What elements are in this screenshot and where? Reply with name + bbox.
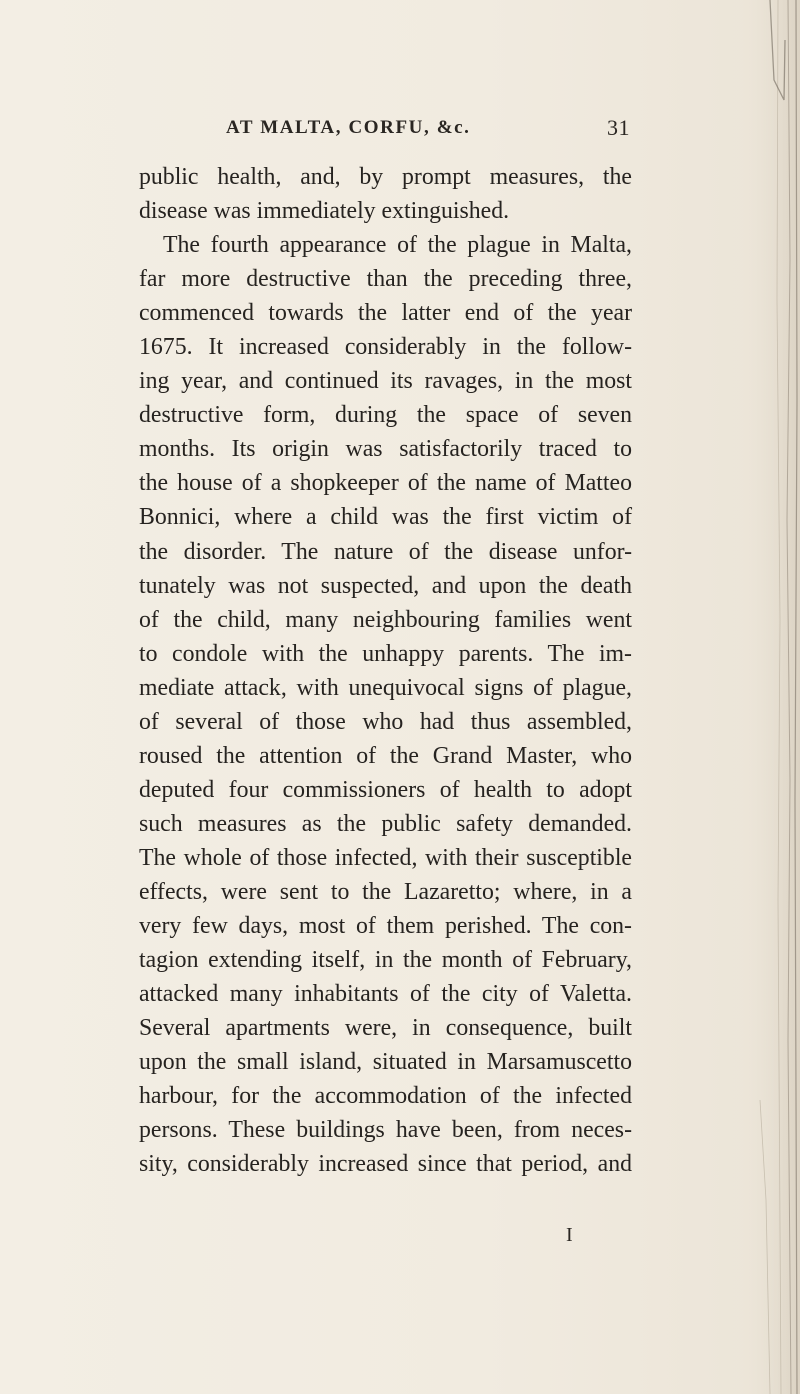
text-line: very few days, most of them perished. The con-: [139, 913, 632, 940]
running-head: AT MALTA, CORFU, &c.: [226, 117, 471, 138]
text-line: commenced towards the latter end of the year: [139, 300, 632, 327]
text-line: of the child, many neighbouring families went: [139, 606, 632, 633]
body-text: [139, 160, 632, 1181]
text-line: tunately was not suspected, and upon the death: [139, 572, 632, 599]
text-line: sity, considerably increased since that period, and: [139, 1151, 632, 1178]
text-line: public health, and, by prompt measures, the: [139, 164, 632, 190]
text-line: Bonnici, where a child was the first victim of: [139, 504, 632, 531]
page-number: 31: [607, 115, 630, 140]
text-line: far more destructive than the preceding three,: [139, 266, 632, 293]
text-line: deputed four commissioners of health to adopt: [139, 776, 632, 803]
text-line: effects, were sent to the Lazaretto; where, in a: [139, 878, 632, 905]
text-line: ing year, and continued its ravages, in the most: [139, 368, 632, 395]
text-line: persons. These buildings have been, from neces-: [139, 1117, 632, 1144]
text-line: Several apartments were, in consequence, built: [139, 1015, 632, 1042]
page-header: [226, 117, 630, 145]
text-line: months. Its origin was satisfactorily traced to: [139, 436, 632, 463]
text-line: tagion extending itself, in the month of February,: [139, 947, 632, 974]
text-line: destructive form, during the space of seven: [139, 402, 632, 429]
page-edge-shadow: [730, 0, 800, 1394]
text-line: to condole with the unhappy parents. The im-: [139, 640, 632, 667]
text-line: of several of those who had thus assembled,: [139, 708, 632, 735]
text-line: the disorder. The nature of the disease unfor-: [139, 538, 632, 565]
text-line: disease was immediately extinguished.: [139, 198, 510, 225]
text-line: The fourth appearance of the plague in Malta,: [163, 232, 632, 259]
text-line: such measures as the public safety demanded.: [139, 810, 632, 837]
signature-mark: I: [566, 1224, 573, 1246]
text-line: roused the attention of the Grand Master, who: [139, 742, 632, 769]
text-line: 1675. It increased considerably in the follow-: [139, 334, 632, 361]
text-line: The whole of those infected, with their susceptible: [139, 844, 632, 871]
text-line: upon the small island, situated in Marsamuscetto: [139, 1049, 632, 1076]
text-line: attacked many inhabitants of the city of Valetta.: [139, 981, 632, 1008]
text-line: the house of a shopkeeper of the name of Matteo: [139, 470, 632, 497]
text-line: harbour, for the accommodation of the infected: [139, 1083, 632, 1110]
text-line: mediate attack, with unequivocal signs of plague,: [139, 674, 632, 701]
